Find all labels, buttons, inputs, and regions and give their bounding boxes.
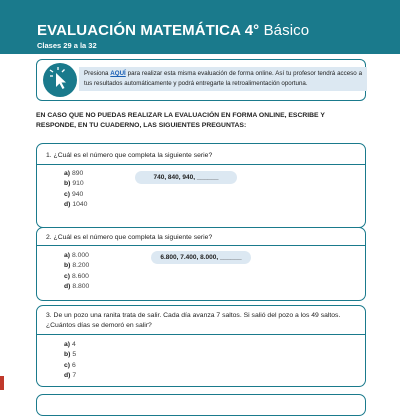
online-info-box <box>36 59 366 101</box>
option-2a[interactable]: a) 8.000 <box>64 252 89 259</box>
online-info-text <box>79 67 367 91</box>
option-1b[interactable]: b) 910 <box>64 180 84 188</box>
options-list-1 <box>64 169 87 211</box>
options-list-2 <box>64 251 89 293</box>
page-subtitle: Clases 29 a la 32 <box>37 41 97 50</box>
title-grade: Básico <box>263 22 310 39</box>
question-card-4-partial <box>36 394 366 416</box>
question-divider <box>37 245 365 246</box>
option-3c[interactable]: c) 6 <box>64 361 76 369</box>
number-series-1: 740, 840, 940, ______ <box>135 171 237 184</box>
question-text-2: 2. ¿Cuál es el número que completa la siguiente serie? <box>46 234 213 241</box>
question-card-1 <box>36 143 366 228</box>
question-card-2 <box>36 227 366 301</box>
question-divider <box>37 334 365 335</box>
question-text-1: 1. ¿Cuál es el número que completa la siguiente serie? <box>46 152 213 159</box>
mouse-click-icon <box>43 63 77 97</box>
option-3a[interactable]: a) 4 <box>64 341 76 348</box>
online-evaluation-link[interactable]: AQUÍ <box>110 70 126 77</box>
option-1a[interactable]: a) 890 <box>64 170 84 177</box>
page-title <box>37 22 309 39</box>
page-header <box>0 0 400 54</box>
options-list-3 <box>64 340 76 382</box>
info-text-after: para realizar esta misma evaluación de forma online. Así tu profesor tendrá acceso a tus resultados automáticamente y podrá entregarte la retroalimentación oportuna. <box>84 70 363 87</box>
option-1d[interactable]: d) 1040 <box>64 201 88 209</box>
number-series-2: 6.800, 7.400, 8.000, ______ <box>151 251 251 264</box>
option-3d[interactable]: d) 7 <box>64 372 77 380</box>
page-edge-mark <box>0 376 4 390</box>
info-text-before: Presiona <box>84 70 111 77</box>
option-2b[interactable]: b) 8.200 <box>64 262 90 270</box>
instructions-text: EN CASO QUE NO PUEDAS REALIZAR LA EVALUACIÓN EN FORMA ONLINE, ESCRIBE Y RESPONDE, EN TU CUADERNO, LAS SIGUIENTES PREGUNTAS: <box>36 112 325 129</box>
option-2c[interactable]: c) 8.600 <box>64 272 89 280</box>
question-card-3 <box>36 305 366 387</box>
title-main: EVALUACIÓN MATEMÁTICA 4° <box>37 22 260 39</box>
option-3b[interactable]: b) 5 <box>64 351 77 359</box>
question-divider <box>37 164 365 165</box>
question-text-3-line1: 3. De un pozo una ranita trata de salir. Cada día avanza 7 saltos. Si salió del pozo a los 49 saltos. <box>46 312 341 319</box>
option-1c[interactable]: c) 940 <box>64 190 84 198</box>
question-text-3-line2: ¿Cuántos días se demoró en salir? <box>46 322 152 329</box>
option-2d[interactable]: d) 8.800 <box>64 283 90 291</box>
